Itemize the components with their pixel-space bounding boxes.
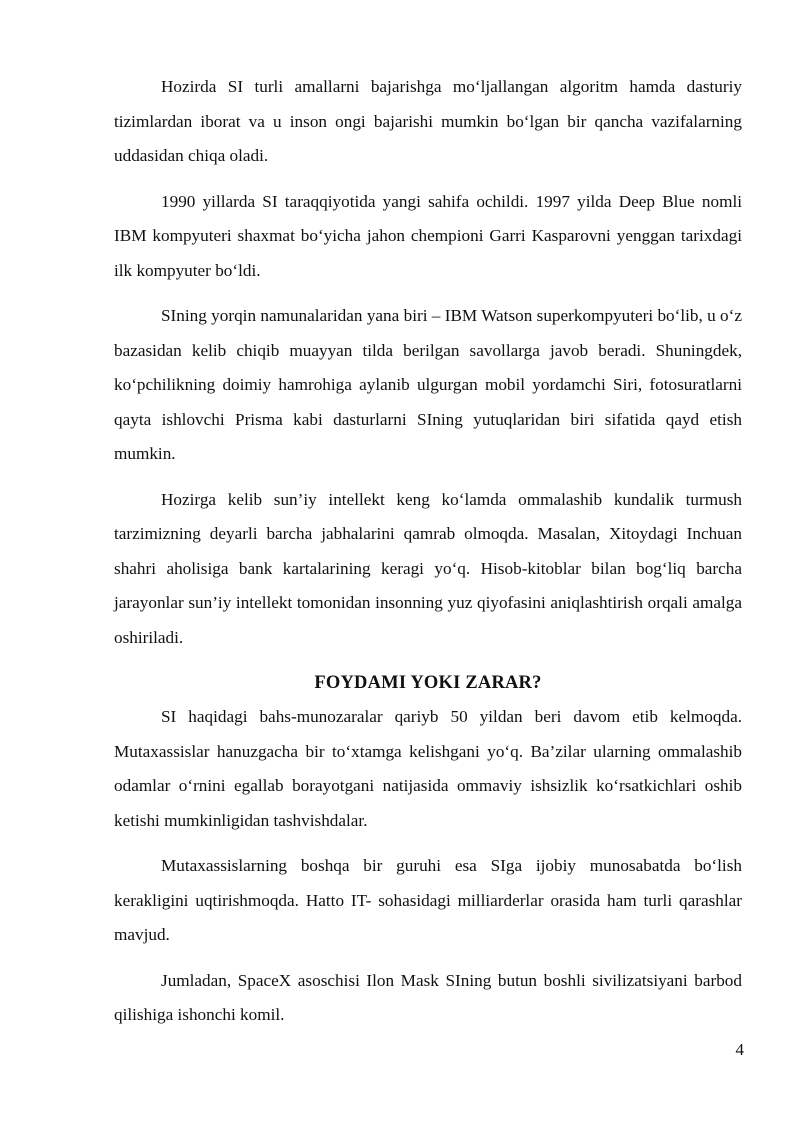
paragraph-2: 1990 yillarda SI taraqqiyotida yangi sahifa ochildi. 1997 yilda Deep Blue nomli IBM kompyuteri shaxmat bo‘yicha jahon chempioni Garri Kasparovni yenggan tarixdagi ilk kompyuter bo‘ldi.: [114, 191, 742, 280]
paragraph-3: SIning yorqin namunalaridan yana biri – IBM Watson superkompyuteri bo‘lib, u o‘z bazasidan kelib chiqib muayyan tilda berilgan savollarga javob beradi. Shuningdek, ko‘pchilikning doimiy hamrohiga aylanib ulgurgan mobil yordamchi Siri, fotosuratlarni qayta ishlovchi Prisma kabi dasturlarni SIning yutuqlaridan biri sifatida qayd etish mumkin.: [114, 306, 742, 463]
page-number: 4: [735, 1040, 744, 1059]
paragraph-5: SI haqidagi bahs-munozaralar qariyb 50 yildan beri davom etib kelmoqda. Mutaxassislar hanuzgacha bir to‘xtamga kelishgani yo‘q. Ba’zilar ularning ommalashib odamlar o‘rnini egallab borayotgani natijasida ommaviy ishsizlik ko‘rsatkichlari oshib ketishi mumkinligidan tashvishdalar.: [114, 707, 742, 830]
paragraph-7: Jumladan, SpaceX asoschisi Ilon Mask SIning butun boshli sivilizatsiyani barbod qilishiga ishonchi komil.: [114, 970, 742, 1024]
paragraph-4: Hozirga kelib sun’iy intellekt keng ko‘lamda ommalashib kundalik turmush tarzimizning deyarli barcha jabhalarini qamrab olmoqda. Masalan, Xitoydagi Inchuan shahri aholisiga bank kartalarining keragi yo‘q. Hisob-kitoblar bilan bog‘liq barcha jarayonlar sun’iy intellekt tomonidan insonning yuz qiyofasini aniqlashtirish orqali amalga oshiriladi.: [114, 489, 742, 647]
document-page: [114, 70, 742, 1044]
paragraph-6: Mutaxassislarning boshqa bir guruhi esa SIga ijobiy munosabatda bo‘lish kerakligini uqtirishmoqda. Hatto IT- sohasidagi milliarderlar orasida ham turli qarashlar mavjud.: [114, 856, 742, 944]
section-heading: FOYDAMI YOKI ZARAR?: [314, 673, 542, 693]
paragraph-1: Hozirda SI turli amallarni bajarishga mo‘ljallangan algoritm hamda dasturiy tizimlardan iborat va u inson ongi bajarishi mumkin bo‘lgan bir qancha vazifalarning uddasidan chiqa oladi.: [114, 77, 742, 165]
